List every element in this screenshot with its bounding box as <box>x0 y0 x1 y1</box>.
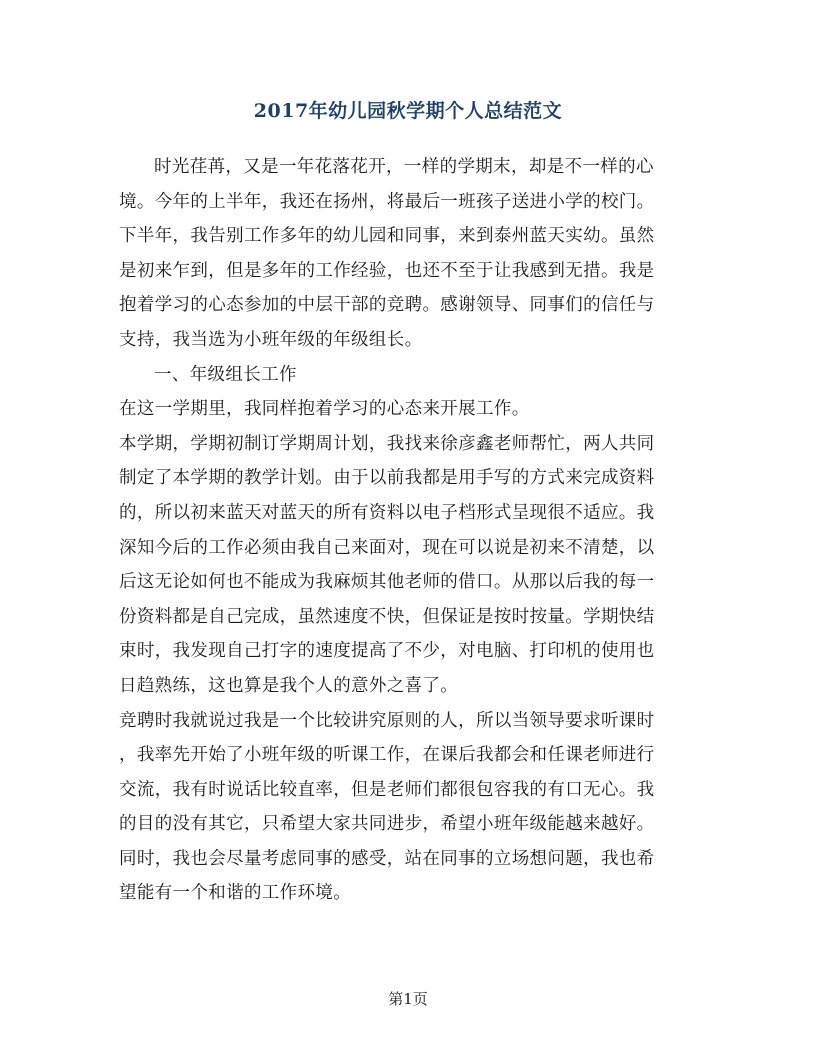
document-title: 2017年幼儿园秋学期个人总结范文 <box>253 100 563 122</box>
body-line: 时光荏苒，又是一年花落花开，一样的学期末，却是不一样的心 <box>154 157 654 177</box>
body-line: 同时，我也会尽量考虑同事的感受，站在同事的立场想问题，我也希 <box>119 848 655 869</box>
body-line: 深知今后的工作必须由我自己来面对，现在可以说是初来不清楚，以 <box>119 537 655 558</box>
body-line: 份资料都是自己完成，虽然速度不快，但保证是按时按量。学期快结 <box>119 606 655 627</box>
body-line: 本学期，学期初制订学期周计划，我找来徐彦鑫老师帮忙，两人共同 <box>119 433 655 454</box>
body-line: 下半年，我告别工作多年的幼儿园和同事，来到泰州蓝天实幼。虽然 <box>119 226 655 247</box>
body-line: 日趋熟练，这也算是我个人的意外之喜了。 <box>119 675 459 696</box>
body-line: 后这无论如何也不能成为我麻烦其他老师的借口。从那以后我的每一 <box>119 572 655 593</box>
body-line: 支持，我当选为小班年级的年级组长。 <box>119 329 423 350</box>
body-line: ，我率先开始了小班年级的听课工作，在课后我都会和任课老师进行 <box>119 745 655 766</box>
body-line: 境。今年的上半年，我还在扬州，将最后一班孩子送进小学的校门。 <box>119 191 655 212</box>
body-line: 交流，我有时说话比较直率，但是老师们都很包容我的有口无心。我 <box>119 779 655 800</box>
body-line: 的，所以初来蓝天对蓝天的所有资料以电子档形式呈现很不适应。我 <box>119 502 655 523</box>
document-body <box>119 150 699 911</box>
body-line: 的目的没有其它，只希望大家共同进步，希望小班年级能越来越好。 <box>119 814 655 835</box>
body-line: 束时，我发现自己打字的速度提高了不少，对电脑、打印机的使用也 <box>119 641 655 662</box>
body-line: 抱着学习的心态参加的中层干部的竞聘。感谢领导、同事们的信任与 <box>119 295 655 316</box>
body-line: 竞聘时我就说过我是一个比较讲究原则的人，所以当领导要求听课时 <box>119 710 655 731</box>
section-heading: 一、年级组长工作 <box>154 364 297 385</box>
body-line: 在这一学期里，我同样抱着学习的心态来开展工作。 <box>119 399 530 420</box>
page-number: 第1页 <box>388 990 428 1008</box>
body-line: 是初来乍到，但是多年的工作经验，也还不至于让我感到无措。我是 <box>119 260 655 281</box>
body-line: 望能有一个和谐的工作环境。 <box>119 883 352 904</box>
body-line: 制定了本学期的教学计划。由于以前我都是用手写的方式来完成资料 <box>119 468 655 489</box>
